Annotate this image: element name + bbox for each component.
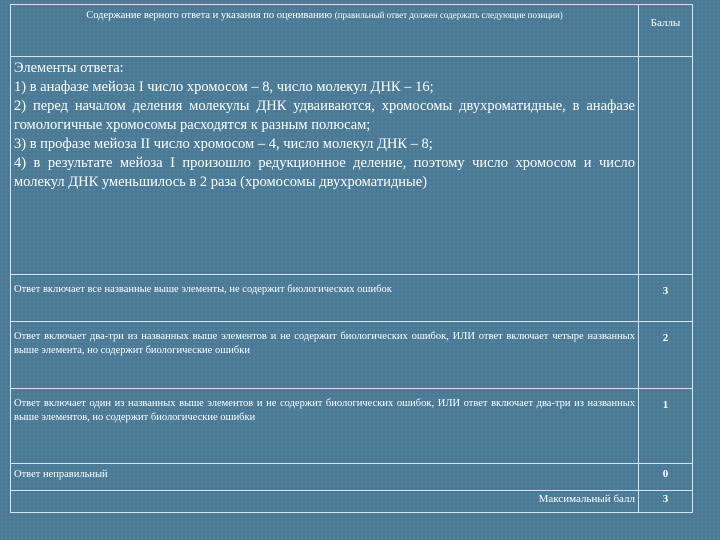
criterion-score: 1 xyxy=(639,389,693,464)
element-item-1: 1) в анафазе мейоза I число хромосом – 8, число молекул ДНК – 16; xyxy=(14,79,434,95)
criteria-row xyxy=(11,464,693,491)
criterion-score: 3 xyxy=(639,275,693,322)
header-content-cell xyxy=(11,5,639,57)
max-score-label: Максимальный балл xyxy=(11,491,639,513)
header-content-note: (правильный ответ должен содержать следующие позиции) xyxy=(334,10,563,20)
header-content-main: Содержание верного ответа и указания по оцениванию xyxy=(86,10,333,21)
elements-title: Элементы ответа: xyxy=(14,60,124,76)
element-item-3: 3) в профазе мейоза II число хромосом – 4, число молекул ДНК – 8; xyxy=(14,136,433,152)
header-score-cell: Баллы xyxy=(639,5,693,57)
criteria-row xyxy=(11,275,693,322)
max-row xyxy=(11,491,693,513)
elements-score-cell xyxy=(639,57,693,275)
criterion-score: 0 xyxy=(639,464,693,491)
criteria-row xyxy=(11,389,693,464)
grading-table xyxy=(10,4,693,513)
grading-table-frame xyxy=(10,4,692,524)
elements-row xyxy=(11,57,693,275)
element-item-4: 4) в результате мейоза I произошло редукционное деление, поэтому число хромосом и число молекул ДНК уменьшилось в 2 раза (хромосомы двухроматидные) xyxy=(14,155,635,190)
max-score-value: 3 xyxy=(639,491,693,513)
element-item-2: 2) перед началом деления молекулы ДНК удваиваются, хромосомы двухроматидные, в анафазе гомологичные хромосомы расходятся к разным полюсам; xyxy=(14,98,635,133)
criteria-row xyxy=(11,322,693,389)
criterion-text: Ответ неправильный xyxy=(11,464,639,491)
criterion-text: Ответ включает два-три из названных выше элементов и не содержит биологических ошибок, ИЛИ ответ включает четыре названных выше элемента, но содержит биологические ошибки xyxy=(11,322,639,389)
criterion-text: Ответ включает один из названных выше элементов и не содержит биологических ошибок, ИЛИ ответ включает два-три из названных выше элементов, но содержит биологические ошибки xyxy=(11,389,639,464)
criterion-text: Ответ включает все названные выше элементы, не содержит биологических ошибок xyxy=(11,275,639,322)
header-row xyxy=(11,5,693,57)
criterion-score: 2 xyxy=(639,322,693,389)
elements-cell xyxy=(11,57,639,275)
